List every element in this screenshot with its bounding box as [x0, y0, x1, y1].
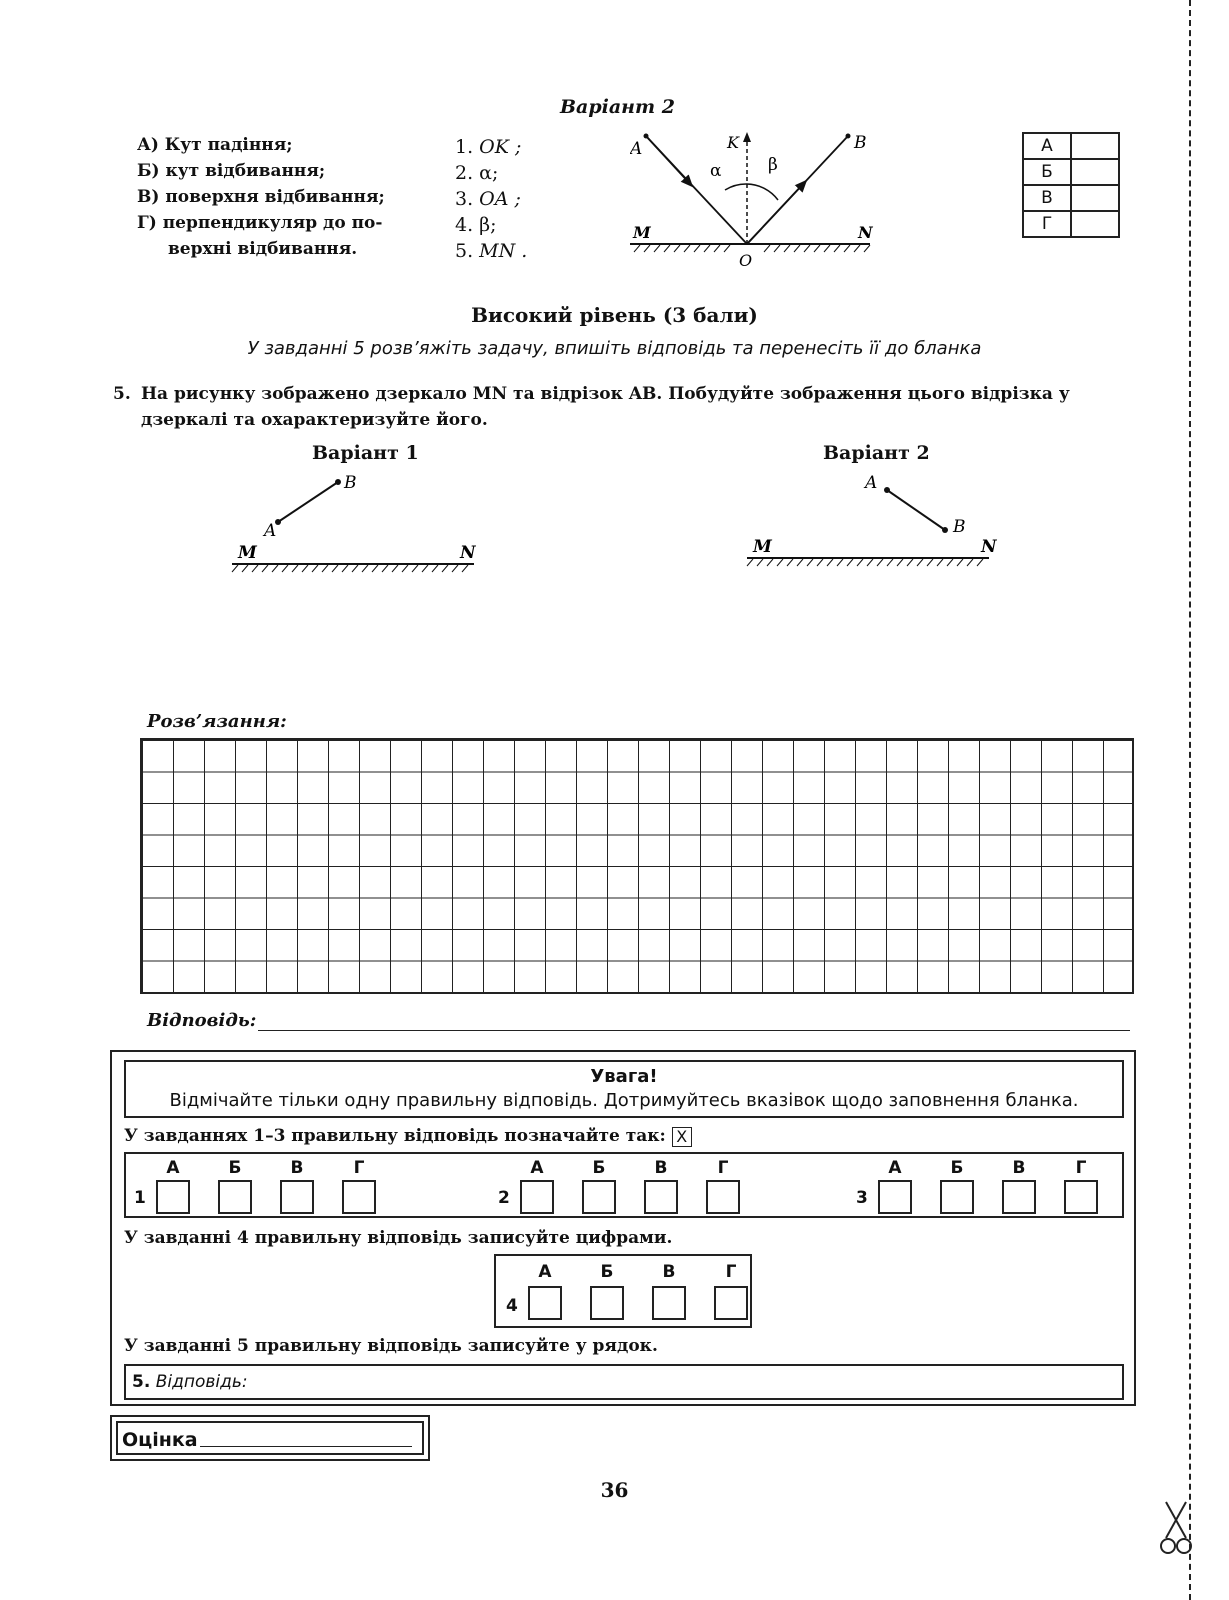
q4-letter-b: Б [600, 1262, 614, 1282]
q1-letter-v: В [290, 1158, 304, 1178]
number-item: 1. OK ; [455, 136, 522, 158]
scissors-icon [1160, 1500, 1194, 1560]
answer-letter: Г [1023, 211, 1071, 237]
q1-number: 1 [134, 1188, 146, 1208]
q1-letter-a: А [166, 1158, 180, 1178]
reflection-diagram [630, 128, 900, 268]
q4-box-g[interactable] [714, 1286, 748, 1320]
q2-letter-v: В [654, 1158, 668, 1178]
warning-text: Відмічайте тільки одну правильну відповідь. Дотримуйтесь вказівок щодо заповнення бланка. [169, 1090, 1079, 1111]
label-m: M [633, 223, 651, 242]
v1-label-n: N [460, 543, 476, 563]
option-a: А) Кут падіння; [137, 135, 293, 155]
page-number: 36 [600, 1478, 629, 1502]
q3-letter-g: Г [1075, 1158, 1087, 1178]
answer-letter: В [1023, 185, 1071, 211]
option-b: Б) кут відбивання; [137, 161, 326, 181]
label-a: A [630, 139, 643, 159]
solution-grid[interactable] [140, 738, 1134, 994]
number-item: 4. β; [455, 214, 497, 236]
v2-label-m: M [753, 537, 772, 557]
q2-checkbox-b[interactable] [582, 1180, 616, 1214]
question-4-row [494, 1254, 752, 1328]
variant2-diagram [745, 470, 1005, 590]
label-n: N [858, 223, 873, 242]
variant1-diagram [230, 470, 490, 590]
answer-line[interactable] [258, 1030, 1130, 1031]
rule-5: У завданні 5 правильну відповідь записуйте у рядок. [124, 1336, 658, 1356]
answer-label: Відповідь: [147, 1010, 257, 1031]
q3-checkbox-v[interactable] [1002, 1180, 1036, 1214]
v1-label-b: B [344, 473, 357, 493]
q4-letter-v: В [662, 1262, 676, 1282]
q4-number: 4 [506, 1296, 518, 1316]
q4-letter-g: Г [725, 1262, 737, 1282]
label-alpha: α [710, 161, 722, 181]
q1-checkbox-b[interactable] [218, 1180, 252, 1214]
cut-line [1189, 0, 1191, 1600]
answer-letter: Б [1023, 159, 1071, 185]
task5 [113, 381, 1133, 433]
v1-label-m: M [238, 543, 257, 563]
q1-checkbox-a[interactable] [156, 1180, 190, 1214]
number-item: 3. OA ; [455, 188, 521, 210]
q2-checkbox-g[interactable] [706, 1180, 740, 1214]
grade-label: Оцінка [122, 1429, 198, 1451]
level-title: Високий рівень (3 бали) [471, 303, 758, 327]
q2-checkbox-a[interactable] [520, 1180, 554, 1214]
number-item: 5. MN . [455, 240, 528, 262]
q3-checkbox-b[interactable] [940, 1180, 974, 1214]
answer5-field[interactable] [124, 1364, 1124, 1400]
label-beta: β [768, 155, 778, 175]
q2-letter-g: Г [717, 1158, 729, 1178]
grade-line[interactable] [200, 1446, 412, 1447]
answer-cell[interactable] [1071, 211, 1119, 237]
option-g: Г) перпендикуляр до по- [137, 213, 383, 233]
mark-example: X [672, 1127, 692, 1147]
v2-label-n: N [981, 537, 997, 557]
answer-cell[interactable] [1071, 185, 1119, 211]
solution-label: Розв’язання: [147, 711, 287, 732]
number-item: 2. α; [455, 162, 499, 184]
answer-letter: А [1023, 133, 1071, 159]
questions-1-3-row [124, 1152, 1124, 1218]
rule-1-3: У завданнях 1–3 правильну відповідь позначайте так: X [124, 1126, 692, 1147]
rule-4: У завданні 4 правильну відповідь записуйте цифрами. [124, 1228, 673, 1248]
q4-letter-a: А [538, 1262, 552, 1282]
q1-letter-b: Б [228, 1158, 242, 1178]
task5-number: 5. [113, 384, 131, 404]
q3-number: 3 [856, 1188, 868, 1208]
q2-letter-b: Б [592, 1158, 606, 1178]
task5-variant1: Варіант 1 [312, 442, 419, 464]
warning-title: Увага! [590, 1066, 658, 1087]
q4-box-a[interactable] [528, 1286, 562, 1320]
option-g-cont: верхні відбивання. [168, 239, 358, 259]
q3-letter-b: Б [950, 1158, 964, 1178]
option-v: В) поверхня відбивання; [137, 187, 385, 207]
answer5-label: 5. Відповідь: [132, 1372, 248, 1392]
q4-box-b[interactable] [590, 1286, 624, 1320]
warning-box [124, 1060, 1124, 1118]
q2-checkbox-v[interactable] [644, 1180, 678, 1214]
v2-label-b: B [953, 517, 966, 537]
q3-letter-v: В [1012, 1158, 1026, 1178]
v1-label-a: A [264, 521, 277, 541]
q1-letter-g: Г [353, 1158, 365, 1178]
label-k: K [727, 133, 739, 152]
answer-table [1022, 132, 1120, 238]
q3-checkbox-g[interactable] [1064, 1180, 1098, 1214]
answer-cell[interactable] [1071, 133, 1119, 159]
q1-checkbox-g[interactable] [342, 1180, 376, 1214]
variant2-title: Варіант 2 [560, 96, 675, 118]
q1-checkbox-v[interactable] [280, 1180, 314, 1214]
label-o: O [739, 251, 753, 268]
v2-label-a: A [865, 473, 878, 493]
q2-letter-a: А [530, 1158, 544, 1178]
q3-checkbox-a[interactable] [878, 1180, 912, 1214]
q3-letter-a: А [888, 1158, 902, 1178]
level-instruction: У завданні 5 розв’яжіть задачу, впишіть відповідь та перенесіть її до бланка [247, 338, 982, 359]
task5-text: На рисунку зображено дзеркало MN та відрізок AB. Побудуйте зображення цього відрізка у дзеркалі та охарактеризуйте його. [141, 384, 1070, 430]
numbers-list [455, 134, 527, 264]
options-list [137, 132, 385, 262]
answer-cell[interactable] [1071, 159, 1119, 185]
label-b: B [854, 133, 867, 153]
grade-box [110, 1415, 430, 1461]
q2-number: 2 [498, 1188, 510, 1208]
task5-variant2: Варіант 2 [823, 442, 930, 464]
q4-box-v[interactable] [652, 1286, 686, 1320]
